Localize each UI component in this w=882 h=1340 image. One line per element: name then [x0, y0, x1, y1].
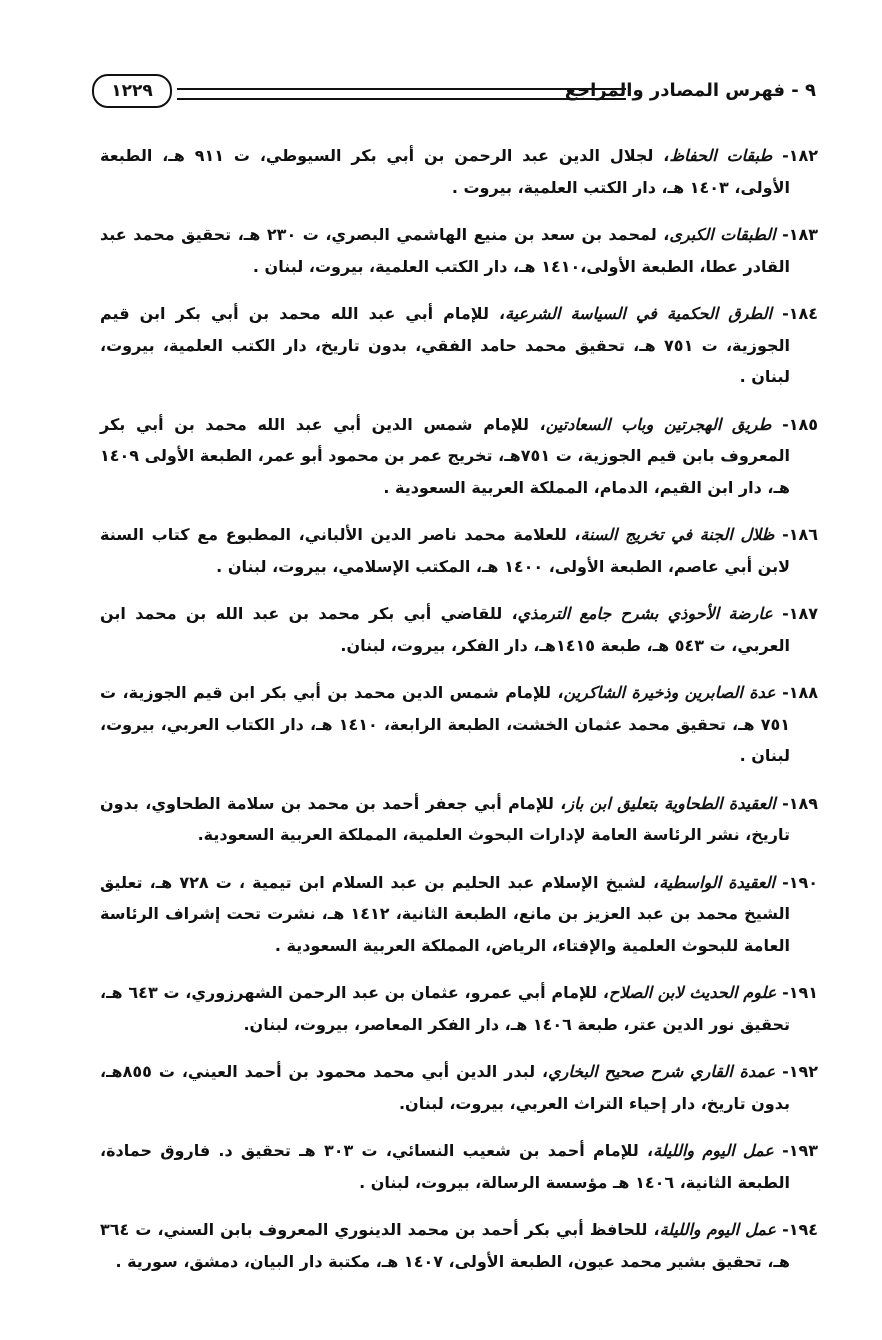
entry-number: ١٩١-: [782, 983, 819, 1002]
entry-details: ، للإمام أبي جعفر أحمد بن محمد بن سلامة الطحاوي، بدون تاريخ، نشر الرئاسة العامة لإدارات البحوث العلمية، المملكة العربية السعودية.: [100, 793, 790, 844]
bibliography-entry: [100, 788, 818, 851]
entry-details: ، لشيخ الإسلام عبد الحليم بن عبد السلام ابن تيمية ، ت ٧٢٨ هـ، تعليق الشيخ محمد بن عبد العزيز بن مانع، الطبعة الثانية، ١٤١٢ هـ، نشرت تحت إشراف الرئاسة العامة للبحوث العلمية والإفتاء، الرياض، المملكة العربية السعودية .: [100, 872, 790, 955]
entry-details: ، للحافظ أبي بكر أحمد بن محمد الدينوري المعروف بابن السني، ت ٣٦٤ هـ، تحقيق بشير محمد عيون، الطبعة الأولى، ١٤٠٧ هـ، مكتبة دار البيان، دمشق، سورية .: [100, 1220, 790, 1271]
entry-details: ، لبدر الدين أبي محمد محمود بن أحمد العيني، ت ٨٥٥هـ، بدون تاريخ، دار إحياء التراث العربي، بيروت، لبنان.: [100, 1062, 790, 1113]
bibliography-entry: [100, 867, 818, 962]
entry-number: ١٨٩-: [782, 793, 819, 813]
entry-number: ١٩٠-: [782, 872, 819, 892]
entry-number: ١٩٣-: [782, 1141, 819, 1160]
header-rule: [177, 88, 626, 100]
bibliography-entry: [100, 519, 818, 582]
bibliography-entry: [100, 1056, 818, 1119]
entry-details: ، للإمام أبي عمرو، عثمان بن عبد الرحمن الشهرزوري، ت ٦٤٣ هـ، تحقيق نور الدين عتر، طبعة ١٤٠٦ هـ، دار الفكر المعاصر، بيروت، لبنان.: [100, 983, 790, 1034]
section-title: ٩ - فهرس المصادر والمراجع: [564, 80, 816, 101]
entry-title: العقيدة الواسطية: [659, 872, 775, 892]
entry-number: ١٨٨-: [782, 683, 818, 702]
bibliography-entry: [100, 298, 818, 393]
entry-title: عدة الصابرين وذخيرة الشاكرين: [563, 683, 776, 702]
entry-details: ، للإمام أحمد بن شعيب النسائي، ت ٣٠٣ هـ تحقيق د. فاروق حمادة، الطبعة الثانية، ١٤٠٦ هـ مؤسسة الرسالة، بيروت، لبنان .: [100, 1141, 790, 1192]
entry-title: عارضة الأحوذي بشرح جامع الترمذي: [517, 604, 773, 623]
entry-title: طريق الهجرتين وباب السعادتين: [545, 414, 772, 434]
entry-details: ، للإمام أبي عبد الله محمد بن أبي بكر ابن قيم الجوزية، ت ٧٥١ هـ، تحقيق محمد حامد الفقي، بدون تاريخ، دار الكتب العلمية، بيروت، لبنان .: [100, 304, 790, 386]
bibliography-entry: [100, 1214, 818, 1277]
entry-details: ، للإمام شمس الدين محمد بن أبي بكر ابن قيم الجوزية، ت ٧٥١ هـ، تحقيق محمد عثمان الخشت، الطبعة الرابعة، ١٤١٠ هـ، دار الكتاب العربي، بيروت، لبنان .: [100, 683, 791, 765]
entry-number: ١٨٧-: [782, 604, 819, 623]
entry-details: ، للإمام شمس الدين أبي عبد الله محمد بن أبي بكر المعروف بابن قيم الجوزية، ت ٧٥١هـ، تخريج عمر بن محمود أبو عمر، الطبعة الأولى ١٤٠٩ هـ، دار ابن القيم، الدمام، المملكة العربية السعودية .: [100, 414, 790, 497]
bibliography-entry: [100, 977, 818, 1040]
entry-details: ، لمحمد بن سعد بن منيع الهاشمي البصري، ت ٢٣٠ هـ، تحقيق محمد عبد القادر عطا، الطبعة الأولى،١٤١٠ هـ، دار الكتب العلمية، بيروت، لبنان .: [100, 225, 790, 276]
entry-number: ١٩٢-: [782, 1062, 818, 1081]
entry-title: ظلال الجنة في تخريج السنة: [580, 525, 775, 544]
entry-number: ١٨٢-: [782, 146, 819, 165]
entry-details: ، للقاضي أبي بكر محمد بن عبد الله بن محمد ابن العربي، ت ٥٤٣ هـ، طبعة ١٤١٥هـ، دار الفكر، بيروت، لبنان.: [100, 604, 790, 655]
bibliography-entry: [100, 677, 818, 772]
entry-number: ١٨٣-: [782, 225, 819, 244]
bibliography-list: [100, 124, 818, 1287]
entry-number: ١٩٤-: [782, 1220, 819, 1239]
entry-title: علوم الحديث لابن الصلاح: [608, 983, 777, 1002]
entry-title: الطرق الحكمية في السياسة الشرعية: [505, 304, 772, 323]
entry-details: ، لجلال الدين عبد الرحمن بن أبي بكر السيوطي، ت ٩١١ هـ، الطبعة الأولى، ١٤٠٣ هـ، دار الكتب العلمية، بيروت .: [100, 146, 790, 197]
page-number: ١٢٢٩: [92, 74, 172, 108]
bibliography-entry: [100, 219, 818, 282]
entry-title: عمل اليوم والليلة: [659, 1220, 776, 1239]
entry-number: ١٨٤-: [782, 304, 818, 323]
bibliography-entry: [100, 140, 818, 203]
bibliography-entry: [100, 598, 818, 661]
entry-number: ١٨٥-: [782, 414, 818, 434]
entry-title: عمدة القاري شرح صحيح البخاري: [548, 1062, 776, 1081]
entry-title: طبقات الحفاظ: [669, 146, 773, 165]
bibliography-entry: [100, 1135, 818, 1198]
entry-number: ١٨٦-: [782, 525, 818, 544]
entry-title: العقيدة الطحاوية بتعليق ابن باز: [566, 793, 776, 813]
entry-title: عمل اليوم والليلة: [653, 1141, 774, 1160]
entry-details: ، للعلامة محمد ناصر الدين الألباني، المطبوع مع كتاب السنة لابن أبي عاصم، الطبعة الأولى، ١٤٠٠ هـ، المكتب الإسلامي، بيروت، لبنان .: [100, 525, 790, 576]
running-header: [92, 74, 816, 118]
entry-title: الطبقات الكبرى: [669, 225, 776, 244]
bibliography-entry: [100, 409, 818, 504]
